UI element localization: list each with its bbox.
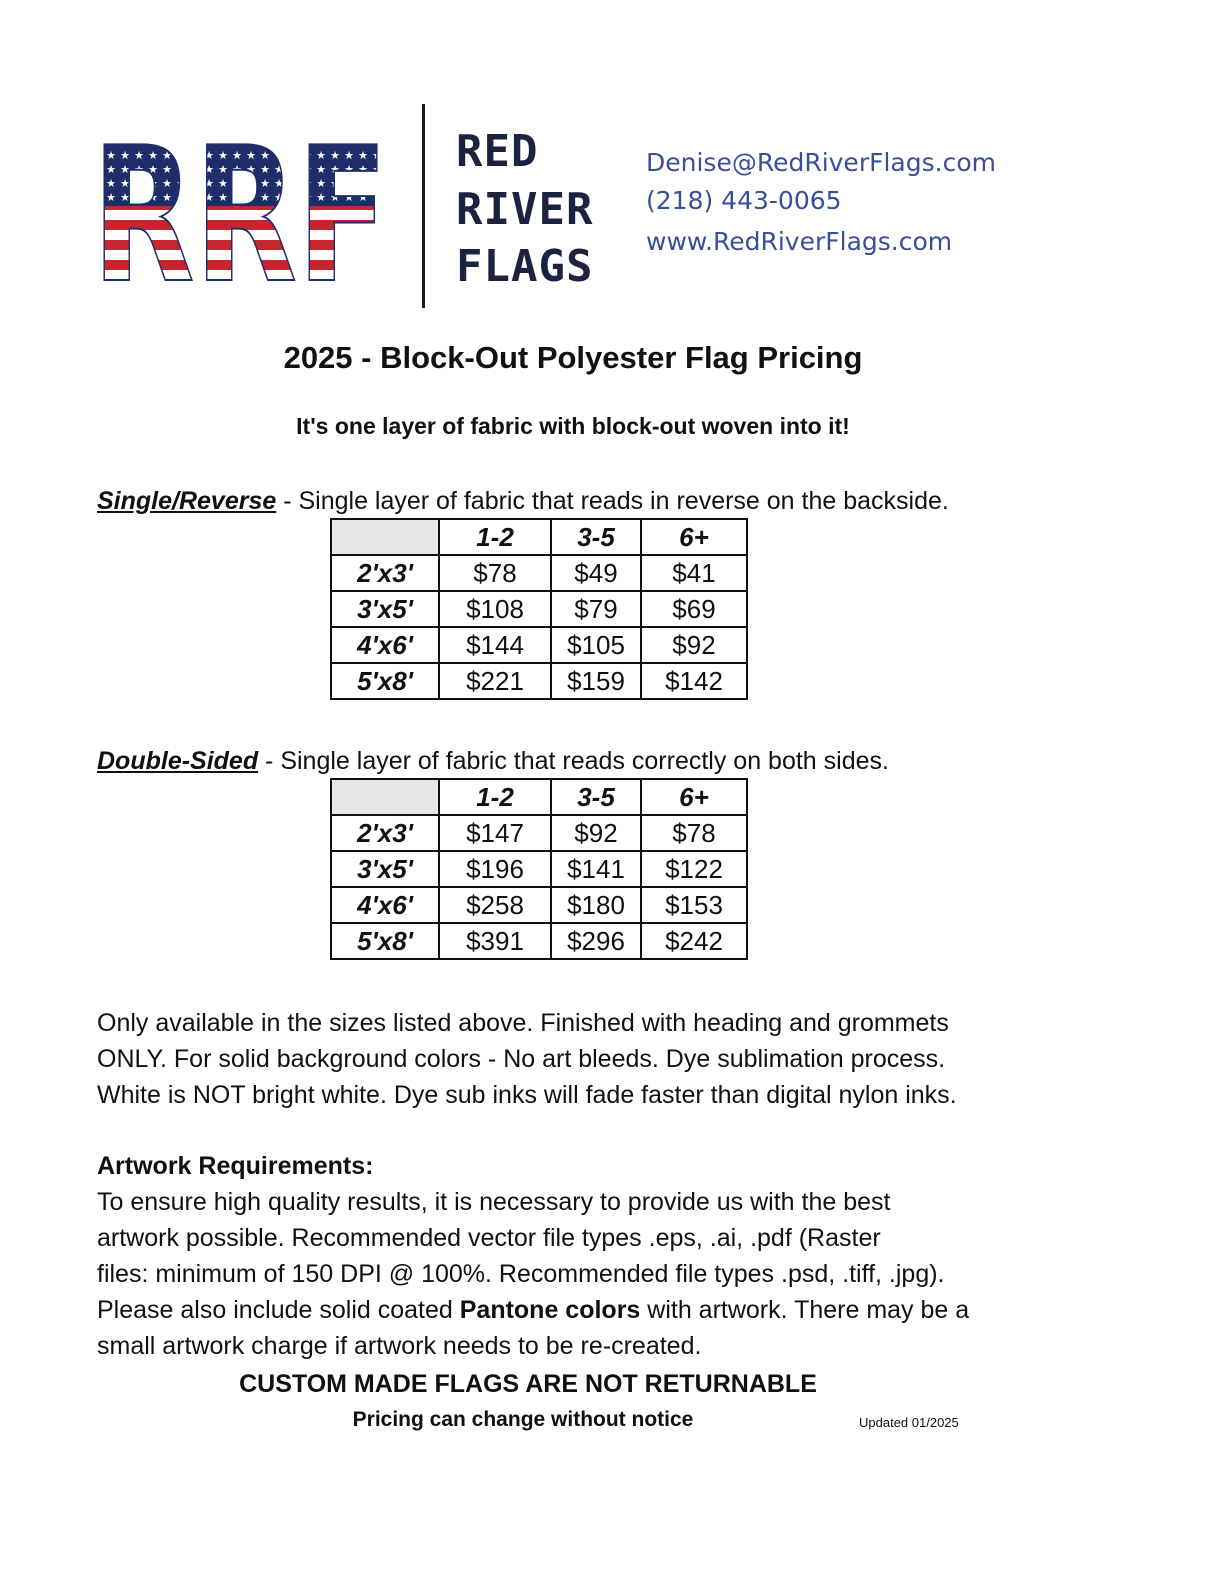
table-corner-cell	[331, 779, 439, 815]
artwork-line: files: minimum of 150 DPI @ 100%. Recommended file types .psd, .tiff, .jpg).	[97, 1260, 945, 1288]
brand-name-line-2: RIVER	[456, 184, 594, 235]
brand-name-line-3: FLAGS	[456, 241, 594, 292]
availability-line: White is NOT bright white. Dye sub inks will fade faster than digital nylon inks.	[97, 1081, 957, 1109]
price-cell: $92	[551, 815, 641, 851]
availability-paragraph	[97, 1005, 997, 1113]
page-subtitle: It's one layer of fabric with block-out woven into it!	[296, 413, 850, 439]
not-returnable-notice: CUSTOM MADE FLAGS ARE NOT RETURNABLE	[239, 1370, 817, 1398]
price-cell: $258	[439, 887, 551, 923]
price-cell: $108	[439, 591, 551, 627]
double-sided-name: Double-Sided	[97, 747, 259, 775]
price-cell: $159	[551, 663, 641, 699]
qty-header: 3-5	[551, 519, 641, 555]
availability-line: Only available in the sizes listed above. Finished with heading and grommets	[97, 1009, 949, 1037]
table-row	[331, 591, 747, 627]
size-cell: 5'x8'	[331, 923, 439, 959]
pricing-change-note: Pricing can change without notice	[352, 1408, 694, 1431]
price-cell: $180	[551, 887, 641, 923]
size-cell: 3'x5'	[331, 591, 439, 627]
size-cell: 4'x6'	[331, 887, 439, 923]
price-cell: $242	[641, 923, 747, 959]
price-cell: $144	[439, 627, 551, 663]
artwork-line-4-start: Please also include solid coated	[97, 1296, 460, 1324]
rrf-logo	[90, 120, 390, 290]
page-title: 2025 - Block-Out Polyester Flag Pricing	[283, 340, 863, 375]
size-cell: 3'x5'	[331, 851, 439, 887]
price-cell: $196	[439, 851, 551, 887]
double-sided-description: - Single layer of fabric that reads correctly on both sides.	[258, 747, 889, 775]
single-reverse-description: - Single layer of fabric that reads in reverse on the backside.	[276, 487, 949, 515]
price-cell: $122	[641, 851, 747, 887]
artwork-heading: Artwork Requirements:	[97, 1152, 374, 1180]
table-header-row	[331, 519, 747, 555]
price-cell: $221	[439, 663, 551, 699]
table-row	[331, 627, 747, 663]
price-cell: $105	[551, 627, 641, 663]
artwork-line: artwork possible. Recommended vector file types .eps, .ai, .pdf (Raster	[97, 1224, 881, 1252]
double-sided-price-table	[330, 778, 748, 960]
double-sided-heading	[97, 749, 889, 774]
price-cell: $142	[641, 663, 747, 699]
price-cell: $41	[641, 555, 747, 591]
qty-header: 3-5	[551, 779, 641, 815]
table-row	[331, 555, 747, 591]
contact-email[interactable]: Denise@RedRiverFlags.com	[646, 148, 996, 177]
price-cell: $147	[439, 815, 551, 851]
table-row	[331, 815, 747, 851]
size-cell: 2'x3'	[331, 555, 439, 591]
artwork-line-4-end: with artwork. There may be a	[640, 1296, 970, 1324]
availability-line: ONLY. For solid background colors - No art bleeds. Dye sublimation process.	[97, 1045, 946, 1073]
qty-header: 1-2	[439, 779, 551, 815]
price-cell: $78	[641, 815, 747, 851]
price-cell: $69	[641, 591, 747, 627]
brand-name-line-1: RED	[456, 126, 539, 177]
updated-date: Updated 01/2025	[859, 1415, 959, 1430]
table-row	[331, 887, 747, 923]
single-reverse-price-table	[330, 518, 748, 700]
artwork-line: To ensure high quality results, it is necessary to provide us with the best	[97, 1188, 891, 1216]
qty-header: 6+	[641, 779, 747, 815]
table-row	[331, 663, 747, 699]
contact-website[interactable]: www.RedRiverFlags.com	[646, 227, 953, 256]
price-cell: $92	[641, 627, 747, 663]
logo-letters: RRF	[92, 120, 388, 290]
single-reverse-name: Single/Reverse	[97, 487, 277, 515]
table-row	[331, 851, 747, 887]
size-cell: 2'x3'	[331, 815, 439, 851]
table-header-row	[331, 779, 747, 815]
price-cell: $141	[551, 851, 641, 887]
price-cell: $296	[551, 923, 641, 959]
artwork-paragraph	[97, 1184, 997, 1364]
table-corner-cell	[331, 519, 439, 555]
single-reverse-heading	[97, 489, 949, 514]
artwork-line	[97, 1292, 997, 1328]
qty-header: 1-2	[439, 519, 551, 555]
price-cell: $153	[641, 887, 747, 923]
logo-divider	[422, 104, 425, 308]
price-cell: $78	[439, 555, 551, 591]
artwork-line: small artwork charge if artwork needs to be re-created.	[97, 1332, 702, 1360]
size-cell: 4'x6'	[331, 627, 439, 663]
price-cell: $49	[551, 555, 641, 591]
qty-header: 6+	[641, 519, 747, 555]
contact-phone[interactable]: (218) 443-0065	[646, 186, 842, 215]
size-cell: 5'x8'	[331, 663, 439, 699]
pantone-colors-emphasis: Pantone colors	[459, 1296, 641, 1324]
table-row	[331, 923, 747, 959]
price-cell: $391	[439, 923, 551, 959]
price-cell: $79	[551, 591, 641, 627]
